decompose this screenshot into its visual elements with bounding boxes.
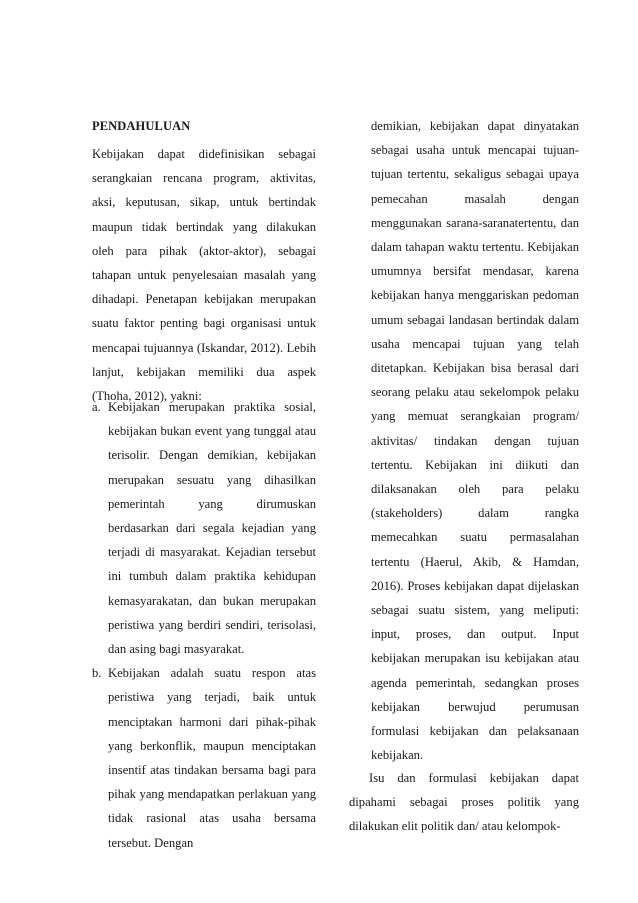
section-heading: PENDAHULUAN [92,119,191,133]
list-item-text: Kebijakan merupakan praktika sosial, kebijakan bukan event yang tunggal atau terisolir. Dengan demikian, kebijakan merupakan sesuatu yang dihasilkan pemerintah yang dirumuskan berdasarkan dari segala kejadian yang terjadi di masyarakat. Kejadian tersebut ini tumbuh dalam praktika kehidupan kemasyarakatan, dan bukan merupakan peristiwa yang berdiri sendiri, terisolasi, dan asing bagi masyarakat. [108,400,316,657]
list-item-text: Kebijakan adalah suatu respon atas peristiwa yang terjadi, baik untuk menciptakan harmoni dari pihak-pihak yang berkonflik, maupun menciptakan insentif atas tindakan bersama bagi para pihak yang mendapatkan perlakuan yang tidak rasional atas usaha bersama tersebut. Dengan [108,666,316,850]
list-item-a [92,395,316,661]
list-marker: a. [92,400,101,414]
aspect-list [92,395,316,855]
list-item-b [92,661,316,855]
intro-paragraph: Kebijakan dapat didefinisikan sebagai serangkaian rencana program, aktivitas, aksi, keputusan, sikap, untuk bertindak maupun tidak bertindak yang dilakukan oleh para pihak (aktor-aktor), sebagai tahapan untuk penyelesaian masalah yang dihadapi. Penetapan kebijakan merupakan suatu faktor penting bagi organisasi untuk mencapai tujuannya (Iskandar, 2012). Lebih lanjut, kebijakan memiliki dua aspek (Thoha, 2012), yakni: [92,147,316,404]
continuation-paragraph: demikian, kebijakan dapat dinyatakan sebagai usaha untuk mencapai tujuan-tujuan tertentu, sekaligus sebagai upaya pemecahan masalah dengan menggunakan sarana-saranatertentu, dan dalam tahapan waktu tertentu. Kebijakan umumnya bersifat mendasar, karena kebijakan hanya menggariskan pedoman umum sebagai landasan bertindak dalam usaha mencapai tujuan yang telah ditetapkan. Kebijakan bisa berasal dari seorang pelaku atau sekelompok pelaku yang memuat serangkaian program/ aktivitas/ tindakan dengan tujuan tertentu. Kebijakan ini diikuti dan dilaksanakan oleh para pelaku (stakeholders) dalam rangka memecahkan suatu permasalahan tertentu (Haerul, Akib, & Hamdan, 2016). Proses kebijakan dapat dijelaskan sebagai suatu sistem, yang meliputi: input, proses, dan output. Input kebijakan merupakan isu kebijakan atau agenda pemerintah, sedangkan proses kebijakan berwujud perumusan formulasi kebijakan dan pelaksanaan kebijakan. [371,119,579,763]
list-marker: b. [92,666,102,681]
second-paragraph: Isu dan formulasi kebijakan dapat dipahami sebagai proses politik yang dilakukan elit politik dan/ atau kelompok- [349,771,579,834]
